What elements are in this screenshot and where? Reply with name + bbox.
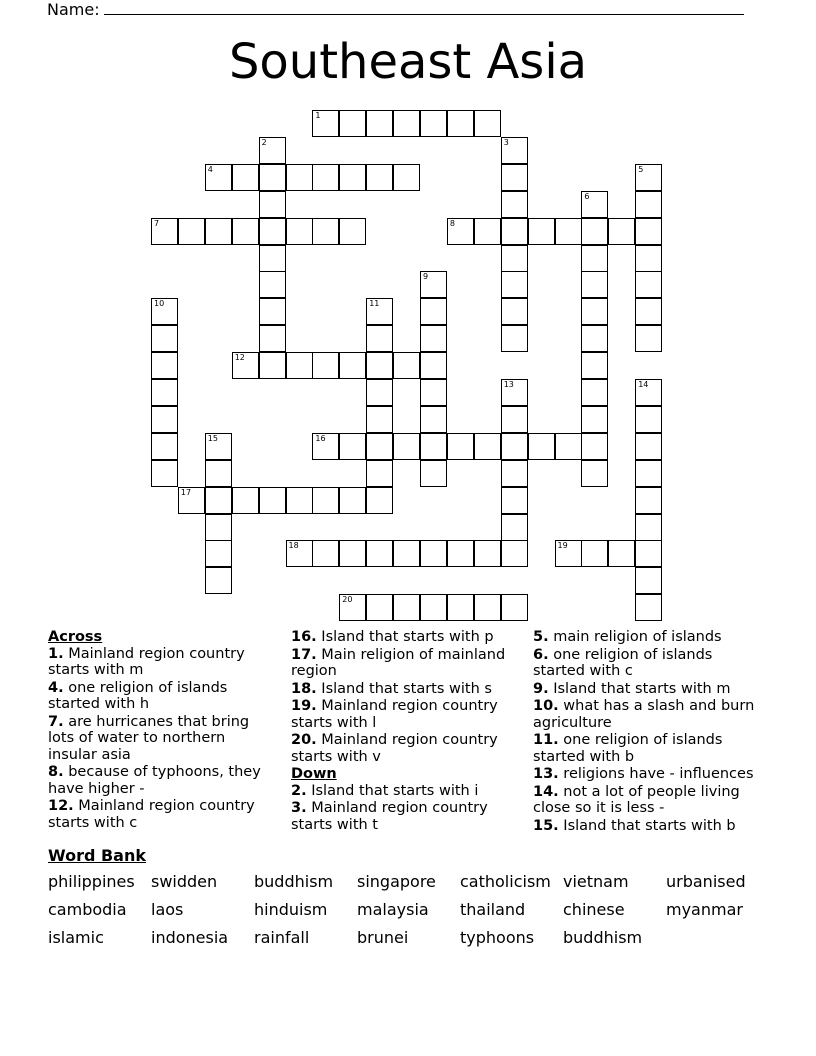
clue-number: 20 — [342, 595, 353, 605]
grid-cell[interactable] — [286, 164, 313, 191]
grid-cell[interactable] — [205, 567, 232, 594]
clue-text: Island that starts with p — [316, 629, 494, 645]
grid-cell[interactable] — [366, 406, 393, 433]
clue-text: Island that starts with m — [548, 680, 731, 697]
grid-cell[interactable] — [501, 487, 528, 514]
clue-number: 5 — [638, 164, 644, 174]
grid-cell[interactable] — [420, 298, 447, 325]
clue-text: one religion of islands started with h — [48, 679, 228, 712]
across-heading: Across — [48, 629, 103, 645]
clue-number-label: 16. — [291, 629, 317, 645]
grid-cell[interactable] — [447, 218, 474, 245]
clue-number: 16 — [315, 433, 326, 443]
word-bank-heading: Word Bank — [48, 846, 147, 865]
grid-cell[interactable] — [286, 218, 313, 245]
grid-cell[interactable] — [393, 352, 420, 379]
grid-cell[interactable] — [635, 325, 662, 352]
clue-number: 13 — [503, 380, 514, 389]
clue-text: not a lot of people living close so it is less - — [533, 783, 740, 816]
word-bank-word: brunei — [357, 928, 409, 947]
word-bank-word: islamic — [48, 928, 104, 947]
grid-cell[interactable] — [366, 110, 393, 137]
grid-cell[interactable] — [420, 594, 447, 621]
grid-cell[interactable] — [581, 352, 608, 379]
word-bank-word: laos — [151, 900, 184, 919]
word-bank-word: malaysia — [357, 900, 429, 919]
clue-text: Island that starts with s — [316, 680, 492, 697]
grid-cell[interactable] — [581, 298, 608, 325]
grid-cell[interactable] — [501, 271, 528, 298]
grid-cell[interactable] — [366, 540, 393, 567]
grid-cell[interactable] — [151, 379, 178, 406]
clue-number-label: 7. — [48, 713, 64, 730]
grid-cell[interactable] — [501, 164, 528, 191]
grid-cell[interactable] — [259, 218, 286, 245]
grid-cell[interactable] — [339, 218, 366, 245]
clue-text: are hurricanes that bring lots of water to northern insular asia — [48, 713, 250, 763]
grid-cell[interactable] — [178, 487, 205, 514]
grid-cell[interactable] — [339, 352, 366, 379]
word-bank-word: chinese — [563, 900, 625, 919]
grid-cell[interactable] — [555, 218, 582, 245]
grid-cell[interactable] — [286, 540, 313, 567]
clue-number: 4 — [207, 164, 213, 174]
grid-cell[interactable] — [581, 406, 608, 433]
clue-number-label: 5. — [533, 629, 549, 645]
clue-text: Main religion of mainland region — [291, 646, 506, 679]
grid-cell[interactable] — [205, 540, 232, 567]
grid-cell[interactable] — [635, 271, 662, 298]
grid-cell[interactable] — [366, 325, 393, 352]
word-bank-word: typhoons — [460, 928, 535, 947]
clue-number: 10 — [154, 299, 165, 309]
word-bank-word: singapore — [357, 872, 436, 891]
grid-cell[interactable] — [501, 514, 528, 541]
grid-cell[interactable] — [420, 433, 447, 460]
grid-cell[interactable] — [312, 218, 339, 245]
clue-text: one religion of islands started with b — [533, 732, 723, 765]
grid-cell[interactable] — [635, 514, 662, 541]
clues-column-2 — [291, 629, 516, 834]
grid-cell[interactable] — [501, 191, 528, 218]
grid-cell[interactable] — [501, 218, 528, 245]
grid-cell[interactable] — [205, 218, 232, 245]
clue-item — [291, 681, 516, 698]
grid-cell[interactable] — [312, 487, 339, 514]
grid-cell[interactable] — [581, 325, 608, 352]
grid-cell[interactable] — [366, 379, 393, 406]
clue-item — [533, 784, 763, 817]
grid-cell[interactable] — [151, 218, 178, 245]
word-bank-word: rainfall — [254, 928, 310, 947]
clue-number: 7 — [154, 218, 160, 228]
name-label: Name: — [47, 0, 100, 19]
grid-cell[interactable] — [286, 352, 313, 379]
grid-cell[interactable] — [259, 487, 286, 514]
grid-cell[interactable] — [581, 245, 608, 272]
clue-number-label: 14. — [533, 783, 559, 800]
grid-cell[interactable] — [366, 164, 393, 191]
grid-cell[interactable] — [635, 298, 662, 325]
clue-text: Island that starts with b — [558, 817, 736, 834]
clue-number-label: 6. — [533, 646, 549, 663]
word-bank-word: philippines — [48, 872, 135, 891]
grid-cell[interactable] — [232, 218, 259, 245]
clue-item — [533, 732, 763, 765]
grid-cell[interactable] — [232, 352, 259, 379]
grid-cell[interactable] — [474, 110, 501, 137]
clue-number-label: 1. — [48, 645, 64, 662]
clue-number: 6 — [584, 191, 590, 201]
clue-number-label: 11. — [533, 732, 559, 748]
grid-cell[interactable] — [555, 433, 582, 460]
grid-cell[interactable] — [635, 245, 662, 272]
grid-cell[interactable] — [474, 594, 501, 621]
word-bank-word: swidden — [151, 872, 218, 891]
clue-number-label: 15. — [533, 817, 559, 834]
grid-cell[interactable] — [366, 460, 393, 487]
grid-cell[interactable] — [339, 540, 366, 567]
grid-cell[interactable] — [501, 460, 528, 487]
grid-cell[interactable] — [366, 594, 393, 621]
clue-number-label: 17. — [291, 646, 317, 663]
clue-number-label: 4. — [48, 679, 64, 696]
grid-cell[interactable] — [366, 352, 393, 379]
grid-cell[interactable] — [635, 191, 662, 218]
grid-cell[interactable] — [259, 352, 286, 379]
clue-item — [48, 714, 273, 764]
grid-cell[interactable] — [555, 540, 582, 567]
clue-number-label: 20. — [291, 732, 317, 748]
grid-cell[interactable] — [312, 433, 339, 460]
grid-cell[interactable] — [393, 110, 420, 137]
clue-number-label: 19. — [291, 698, 317, 714]
grid-cell[interactable] — [339, 110, 366, 137]
grid-cell[interactable] — [635, 379, 662, 406]
clue-number-label: 12. — [48, 798, 74, 814]
grid-cell[interactable] — [635, 433, 662, 460]
grid-cell[interactable] — [393, 540, 420, 567]
grid-cell[interactable] — [635, 218, 662, 245]
grid-cell[interactable] — [420, 406, 447, 433]
word-bank-word: vietnam — [563, 872, 629, 891]
clue-number: 14 — [638, 380, 649, 389]
grid-cell[interactable] — [581, 271, 608, 298]
grid-cell[interactable] — [635, 594, 662, 621]
grid-cell[interactable] — [151, 325, 178, 352]
clue-item — [48, 798, 273, 831]
clue-item — [291, 800, 516, 833]
grid-cell[interactable] — [312, 352, 339, 379]
grid-cell[interactable] — [501, 433, 528, 460]
grid-cell[interactable] — [259, 245, 286, 272]
grid-cell[interactable] — [312, 540, 339, 567]
grid-cell[interactable] — [447, 110, 474, 137]
grid-cell[interactable] — [393, 594, 420, 621]
grid-cell[interactable] — [420, 110, 447, 137]
word-bank-word: buddhism — [254, 872, 334, 891]
word-bank-word: myanmar — [666, 900, 743, 919]
clue-number-label: 18. — [291, 680, 317, 697]
grid-cell[interactable] — [420, 325, 447, 352]
clue-number-label: 8. — [48, 764, 64, 780]
word-bank-word: urbanised — [666, 872, 746, 891]
grid-cell[interactable] — [366, 487, 393, 514]
grid-cell[interactable] — [528, 218, 555, 245]
clue-text: main religion of islands — [548, 629, 722, 645]
grid-cell[interactable] — [205, 460, 232, 487]
clue-text: what has a slash and burn agriculture — [533, 698, 755, 731]
grid-cell[interactable] — [581, 540, 608, 567]
grid-cell[interactable] — [635, 567, 662, 594]
grid-cell[interactable] — [151, 298, 178, 325]
clue-number: 9 — [423, 272, 429, 282]
clue-number-label: 9. — [533, 680, 549, 697]
clue-number: 1 — [315, 111, 321, 120]
grid-cell[interactable] — [286, 487, 313, 514]
clue-number: 8 — [449, 218, 455, 228]
clue-number: 11 — [369, 299, 380, 309]
clue-item — [533, 629, 763, 646]
grid-cell[interactable] — [635, 487, 662, 514]
grid-cell[interactable] — [205, 164, 232, 191]
grid-cell[interactable] — [501, 325, 528, 352]
clue-number-label: 10. — [533, 698, 559, 714]
clue-item — [533, 647, 763, 680]
grid-cell[interactable] — [581, 433, 608, 460]
grid-cell[interactable] — [178, 218, 205, 245]
grid-cell[interactable] — [501, 245, 528, 272]
grid-cell[interactable] — [259, 137, 286, 164]
clue-number: 2 — [261, 137, 267, 147]
grid-cell[interactable] — [232, 164, 259, 191]
clue-number: 15 — [207, 433, 218, 443]
grid-cell[interactable] — [501, 540, 528, 567]
grid-cell[interactable] — [501, 379, 528, 406]
clues-column-3 — [533, 629, 763, 835]
clue-number: 19 — [557, 541, 568, 551]
grid-cell[interactable] — [205, 514, 232, 541]
clue-text: Mainland region country starts with c — [48, 798, 255, 831]
grid-cell[interactable] — [339, 164, 366, 191]
clue-item — [533, 698, 763, 731]
clues-column-1 — [48, 629, 273, 832]
clue-number: 12 — [234, 353, 245, 363]
grid-cell[interactable] — [581, 218, 608, 245]
clue-item — [291, 647, 516, 680]
word-bank-word: indonesia — [151, 928, 229, 947]
clue-number: 18 — [288, 541, 299, 551]
clue-item — [48, 764, 273, 797]
grid-cell[interactable] — [501, 406, 528, 433]
grid-cell[interactable] — [635, 460, 662, 487]
grid-cell[interactable] — [339, 433, 366, 460]
grid-cell[interactable] — [581, 460, 608, 487]
word-bank-word: cambodia — [48, 900, 127, 919]
grid-cell[interactable] — [205, 433, 232, 460]
grid-cell[interactable] — [312, 110, 339, 137]
word-bank-word: catholicism — [460, 872, 551, 891]
clue-item — [291, 783, 516, 800]
grid-cell[interactable] — [420, 460, 447, 487]
clue-item — [533, 818, 763, 835]
grid-cell[interactable] — [259, 298, 286, 325]
clue-text: Mainland region country starts with m — [48, 645, 245, 678]
down-heading: Down — [291, 766, 337, 782]
grid-cell[interactable] — [635, 164, 662, 191]
clue-text: Island that starts with i — [306, 782, 479, 799]
grid-cell[interactable] — [474, 433, 501, 460]
clue-item — [533, 681, 763, 698]
clue-text: religions have - influences — [558, 766, 754, 782]
clue-number: 3 — [503, 137, 509, 147]
grid-cell[interactable] — [259, 164, 286, 191]
grid-cell[interactable] — [393, 164, 420, 191]
grid-cell[interactable] — [635, 406, 662, 433]
grid-cell[interactable] — [501, 137, 528, 164]
grid-cell[interactable] — [259, 271, 286, 298]
grid-cell[interactable] — [339, 487, 366, 514]
grid-cell[interactable] — [151, 433, 178, 460]
grid-cell[interactable] — [366, 298, 393, 325]
word-bank-word: buddhism — [563, 928, 643, 947]
clue-item — [291, 629, 516, 646]
grid-cell[interactable] — [232, 487, 259, 514]
clue-number-label: 3. — [291, 800, 307, 816]
clue-text: Mainland region country starts with t — [291, 800, 488, 833]
grid-cell[interactable] — [366, 433, 393, 460]
clue-number-label: 13. — [533, 766, 559, 782]
grid-cell[interactable] — [420, 271, 447, 298]
clue-item — [533, 766, 763, 783]
clue-number: 17 — [180, 487, 192, 497]
grid-cell[interactable] — [635, 540, 662, 567]
grid-cell[interactable] — [393, 433, 420, 460]
clue-text: one religion of islands started with c — [533, 646, 713, 679]
clue-item — [291, 732, 516, 765]
grid-cell[interactable] — [420, 379, 447, 406]
clue-text: because of typhoons, they have higher - — [48, 764, 261, 797]
clue-number-label: 2. — [291, 782, 307, 799]
grid-cell[interactable] — [447, 594, 474, 621]
grid-cell[interactable] — [474, 540, 501, 567]
clue-item — [291, 698, 516, 731]
grid-cell[interactable] — [447, 433, 474, 460]
grid-cell[interactable] — [259, 191, 286, 218]
clue-text: Mainland region country starts with v — [291, 732, 498, 765]
grid-cell[interactable] — [151, 352, 178, 379]
clue-text: Mainland region country starts with l — [291, 698, 498, 731]
grid-cell[interactable] — [474, 218, 501, 245]
grid-cell[interactable] — [420, 540, 447, 567]
grid-cell[interactable] — [447, 540, 474, 567]
page-title: Southeast Asia — [228, 34, 588, 90]
grid-cell[interactable] — [528, 433, 555, 460]
word-bank-word: thailand — [460, 900, 526, 919]
grid-cell[interactable] — [581, 379, 608, 406]
grid-cell[interactable] — [312, 164, 339, 191]
grid-cell[interactable] — [581, 191, 608, 218]
grid-cell[interactable] — [205, 487, 232, 514]
grid-cell[interactable] — [501, 594, 528, 621]
grid-cell[interactable] — [608, 218, 635, 245]
word-bank-word: hinduism — [254, 900, 328, 919]
clue-item — [48, 646, 273, 679]
grid-cell[interactable] — [151, 406, 178, 433]
grid-cell[interactable] — [259, 325, 286, 352]
grid-cell[interactable] — [151, 460, 178, 487]
grid-cell[interactable] — [420, 352, 447, 379]
grid-cell[interactable] — [608, 540, 635, 567]
grid-cell[interactable] — [501, 298, 528, 325]
clue-item — [48, 680, 273, 713]
grid-cell[interactable] — [339, 594, 366, 621]
